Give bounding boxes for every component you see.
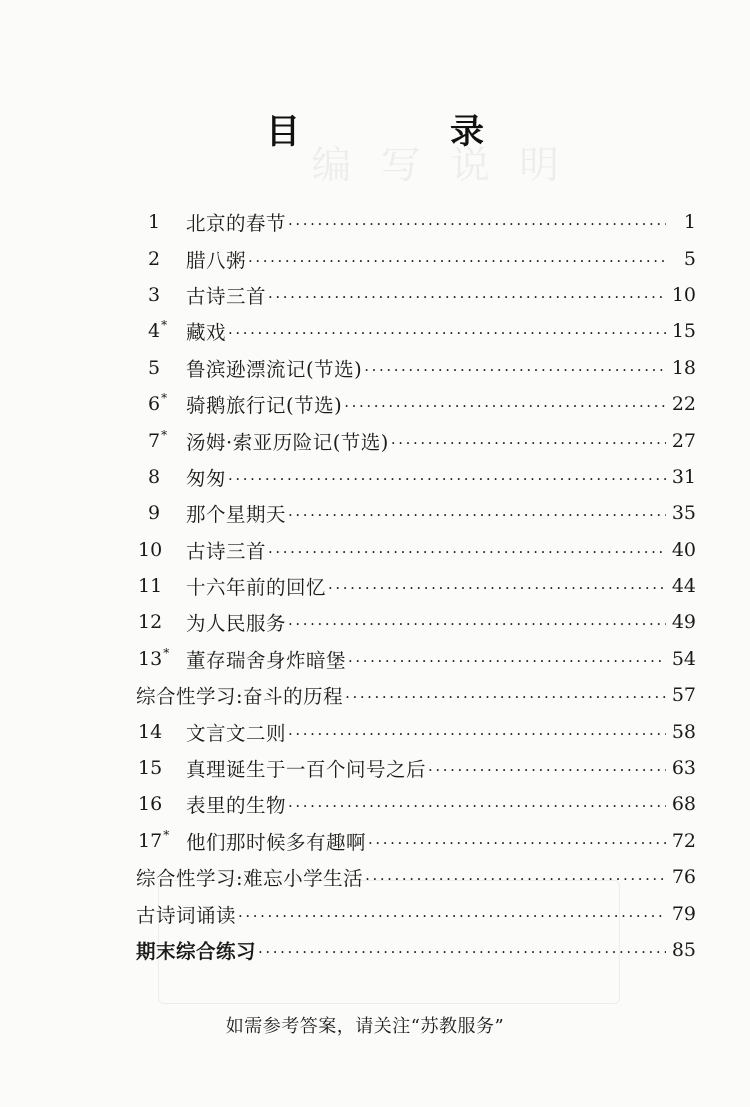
- toc-entry-number-text: 11: [138, 575, 163, 598]
- toc-entry-page: 63: [671, 757, 696, 780]
- toc-entry: [136, 713, 696, 749]
- toc-entry: [136, 932, 696, 968]
- toc-entry-title: 骑鹅旅行记(节选): [186, 394, 343, 418]
- toc-leader-dots: [364, 361, 666, 379]
- toc-entry-number-text: 2: [148, 247, 161, 270]
- toc-entry-title: 腊八粥: [186, 248, 247, 272]
- toc-entry-title: 鲁滨逊漂流记(节选): [186, 357, 363, 381]
- toc-entry-number-text: 10: [138, 538, 163, 561]
- toc-entry: [136, 386, 696, 422]
- toc-entry: [136, 459, 696, 495]
- toc-entry: [136, 313, 696, 349]
- toc-leader-dots: [238, 907, 666, 925]
- toc-entry-page: 79: [671, 902, 696, 925]
- toc-entry: [136, 786, 696, 822]
- toc-entry-number: [136, 611, 186, 633]
- toc-leader-dots: [258, 943, 666, 961]
- toc-leader-dots: [345, 688, 666, 706]
- toc-entry-number: [136, 575, 186, 597]
- toc-entry-number-text: 9: [148, 502, 161, 525]
- toc-entry-title: 为人民服务: [186, 612, 287, 636]
- toc-entry-title: 古诗词诵读: [136, 903, 237, 927]
- toc-entry-number: [136, 466, 186, 488]
- toc-leader-dots: [428, 761, 666, 779]
- toc-entry: [136, 532, 696, 568]
- toc-entry: [136, 568, 696, 604]
- toc-entry: [136, 859, 696, 895]
- toc-entry-optional-mark: *: [161, 427, 168, 442]
- toc-entry-title: 文言文二则: [186, 721, 287, 745]
- toc-entry-number-text: 8: [148, 465, 161, 488]
- toc-entry-page: 35: [671, 502, 696, 525]
- toc-entry-number-text: 17: [138, 829, 163, 852]
- toc-entry-title: 匆匆: [186, 466, 227, 490]
- toc-entry-optional-mark: *: [161, 318, 168, 333]
- toc-entry-page: 10: [671, 283, 696, 306]
- toc-entry-number: [136, 320, 186, 342]
- toc-entry: [136, 750, 696, 786]
- toc-entry-number-text: 15: [138, 757, 163, 780]
- toc-entry-number-text: 7: [148, 429, 161, 452]
- toc-leader-dots: [288, 797, 666, 815]
- toc-entry-title: 那个星期天: [186, 503, 287, 527]
- toc-entry-number-text: 3: [148, 283, 161, 306]
- toc-entry-page: 27: [671, 429, 696, 452]
- toc-leader-dots: [344, 397, 666, 415]
- toc-entry-title: 真理诞生于一百个问号之后: [186, 758, 427, 782]
- toc-leader-dots: [268, 543, 666, 561]
- toc-entry-number-text: 1: [148, 211, 161, 234]
- toc-entry-page: 22: [671, 393, 696, 416]
- toc-entry-title: 北京的春节: [186, 212, 287, 236]
- toc-leader-dots: [248, 252, 666, 270]
- toc-entry-number: [136, 793, 186, 815]
- toc-entry-optional-mark: *: [161, 391, 168, 406]
- toc-entry-page: 1: [683, 211, 696, 234]
- toc-entry-page: 40: [671, 538, 696, 561]
- toc-entry-page: 76: [671, 866, 696, 889]
- toc-entry: [136, 204, 696, 240]
- page-title: 目 录: [266, 112, 542, 152]
- toc-entry-page: 58: [671, 720, 696, 743]
- toc-entry-page: 54: [671, 647, 696, 670]
- toc-leader-dots: [288, 215, 666, 233]
- bleed-through-heading: 编写说明: [311, 143, 589, 187]
- toc-leader-dots: [365, 870, 666, 888]
- toc-entry-number: [136, 757, 186, 779]
- toc-leader-dots: [288, 615, 666, 633]
- toc-entry-number: [136, 393, 186, 415]
- toc-entry-page: 68: [671, 793, 696, 816]
- toc-entry-number-text: 12: [138, 611, 163, 634]
- toc-entry-optional-mark: *: [163, 827, 170, 842]
- toc-entry-number: [136, 721, 186, 743]
- toc-entry-number-text: 16: [138, 793, 163, 816]
- toc-leader-dots: [228, 324, 666, 342]
- toc-entry-title: 汤姆·索亚历险记(节选): [186, 430, 389, 454]
- toc-entry-number-text: 6: [148, 393, 161, 416]
- toc-leader-dots: [328, 579, 666, 597]
- toc-leader-dots: [228, 470, 666, 488]
- toc-entry-title: 古诗三首: [186, 284, 267, 308]
- toc-entry-optional-mark: *: [163, 645, 170, 660]
- toc-leader-dots: [348, 652, 666, 670]
- toc-entry-title: 董存瑞舍身炸暗堡: [186, 648, 347, 672]
- toc-entry: [136, 895, 696, 931]
- toc-entry-number: [136, 645, 186, 670]
- toc-entry-title: 综合性学习:难忘小学生活: [136, 867, 364, 891]
- toc-entry-number-text: 4: [148, 320, 161, 343]
- table-of-contents: [136, 204, 696, 968]
- toc-entry-number: [136, 502, 186, 524]
- toc-entry: [136, 604, 696, 640]
- toc-entry-number: [136, 248, 186, 270]
- toc-entry: [136, 277, 696, 313]
- toc-entry-page: 49: [671, 611, 696, 634]
- footer-note: 如需参考答案，请关注“苏教服务”: [225, 1016, 505, 1037]
- toc-entry-number: [136, 357, 186, 379]
- toc-entry-page: 18: [671, 356, 696, 379]
- toc-entry: [136, 240, 696, 276]
- toc-entry: [136, 823, 696, 859]
- toc-entry: [136, 350, 696, 386]
- toc-leader-dots: [288, 725, 666, 743]
- toc-entry-title: 期末综合练习: [136, 940, 257, 963]
- toc-entry: [136, 641, 696, 677]
- toc-entry-number: [136, 427, 186, 452]
- toc-leader-dots: [288, 506, 666, 524]
- toc-entry-number: [136, 284, 186, 306]
- toc-entry-page: 57: [671, 684, 696, 707]
- toc-entry: [136, 495, 696, 531]
- toc-entry-number: [136, 827, 186, 852]
- toc-entry-number: [136, 539, 186, 561]
- toc-entry-number-text: 13: [138, 647, 163, 670]
- toc-leader-dots: [391, 434, 666, 452]
- toc-leader-dots: [368, 834, 666, 852]
- toc-entry-title: 表里的生物: [186, 794, 287, 818]
- toc-entry-number-text: 5: [148, 356, 161, 379]
- toc-entry-page: 31: [671, 465, 696, 488]
- toc-leader-dots: [268, 288, 666, 306]
- toc-entry-page: 5: [683, 247, 696, 270]
- toc-entry-page: 44: [671, 575, 696, 598]
- toc-entry-number: [136, 211, 186, 233]
- toc-entry-page: 15: [671, 320, 696, 343]
- toc-entry-page: 85: [671, 939, 696, 961]
- toc-entry-title: 他们那时候多有趣啊: [186, 830, 367, 854]
- toc-entry-title: 十六年前的回忆: [186, 576, 327, 600]
- toc-entry-title: 古诗三首: [186, 539, 267, 563]
- toc-entry-title: 藏戏: [186, 321, 227, 345]
- toc-entry: [136, 677, 696, 713]
- toc-entry-title: 综合性学习:奋斗的历程: [136, 685, 344, 709]
- toc-entry-number-text: 14: [138, 720, 163, 743]
- toc-entry: [136, 422, 696, 458]
- toc-entry-page: 72: [671, 829, 696, 852]
